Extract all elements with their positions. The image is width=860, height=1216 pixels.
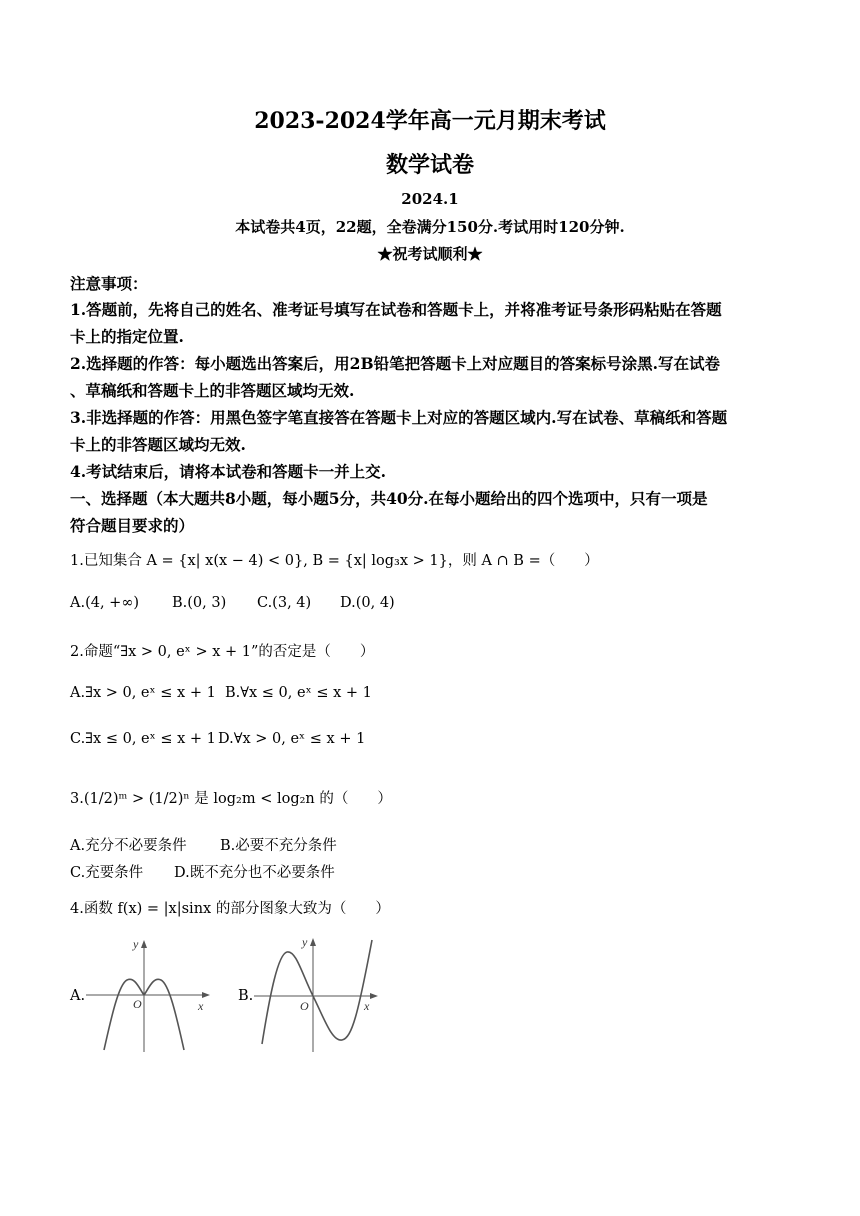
page-title: 2023-2024学年高一元月期末考试 [254,108,606,134]
question-1-option-a: A.(4, +∞) [70,595,140,611]
graph-a-y-label: y [133,937,139,951]
question-1-option-c: C.(3, 4) [257,595,312,611]
section-heading: 一、选择题（本大题共8小题，每小题5分，共40分.在每小题给出的四个选项中，只有一项是 [70,489,708,508]
note-line: 卡上的非答题区域均无效. [70,435,246,454]
question-3-stem: 3.(1/2)ᵐ > (1/2)ⁿ 是 log₂m < log₂n 的（ ） [70,791,392,807]
question-2-option-a: A.∃x > 0, eˣ ≤ x + 1 [70,685,216,701]
exam-info: 本试卷共4页，22题，全卷满分150分.考试用时120分钟. [235,218,625,236]
question-2-option-c: C.∃x ≤ 0, eˣ ≤ x + 1 [70,731,216,747]
note-line: 卡上的指定位置. [70,327,184,346]
note-line: 3.非选择题的作答：用黑色签字笔直接答在答题卡上对应的答题区域内.写在试卷、草稿纸和答题 [70,408,728,427]
question-4-option-a: A. [70,988,86,1004]
question-1-option-b: B.(0, 3) [172,595,227,611]
note-line: 4.考试结束后，请将本试卷和答题卡一并上交. [70,462,387,481]
graph-a-origin-label: O [133,997,142,1011]
question-3-option-a: A.充分不必要条件 [70,838,187,854]
graph-b-x-label: x [364,999,370,1013]
note-line: 1.答题前，先将自己的姓名、准考证号填写在试卷和答题卡上，并将准考证号条形码粘贴在答题 [70,300,722,319]
question-4-option-b: B. [238,988,254,1004]
graph-option-a [86,936,216,1054]
graph-option-b [254,934,384,1054]
exam-date: 2024.1 [401,190,459,208]
question-2-option-b: B.∀x ≤ 0, eˣ ≤ x + 1 [225,685,372,701]
page-subtitle: 数学试卷 [385,152,474,178]
question-3-option-c: C.充要条件 [70,865,144,881]
question-3-option-d: D.既不充分也不必要条件 [174,865,335,881]
question-3-option-b: B.必要不充分条件 [220,838,337,854]
question-4-stem: 4.函数 f(x) = |x|sinx 的部分图象大致为（ ） [70,901,390,917]
section-heading-cont: 符合题目要求的） [70,516,195,535]
exam-wish: ★祝考试顺利★ [377,245,483,263]
question-2-option-d: D.∀x > 0, eˣ ≤ x + 1 [218,731,366,747]
graph-a-x-label: x [198,999,204,1013]
question-1-stem: 1.已知集合 A = {x| x(x − 4) < 0}, B = {x| log₃x > 1}，则 A ∩ B =（ ） [70,553,599,569]
question-2-stem: 2.命题“∃x > 0, eˣ > x + 1”的否定是（ ） [70,644,375,660]
graph-b-y-label: y [302,935,308,949]
notes-heading: 注意事项： [70,274,148,293]
note-line: 、草稿纸和答题卡上的非答题区域均无效. [70,381,355,400]
question-1-option-d: D.(0, 4) [340,595,395,611]
graph-b-origin-label: O [300,999,309,1013]
note-line: 2.选择题的作答：每小题选出答案后，用2B铅笔把答题卡上对应题目的答案标号涂黑.写在试卷 [70,354,720,373]
